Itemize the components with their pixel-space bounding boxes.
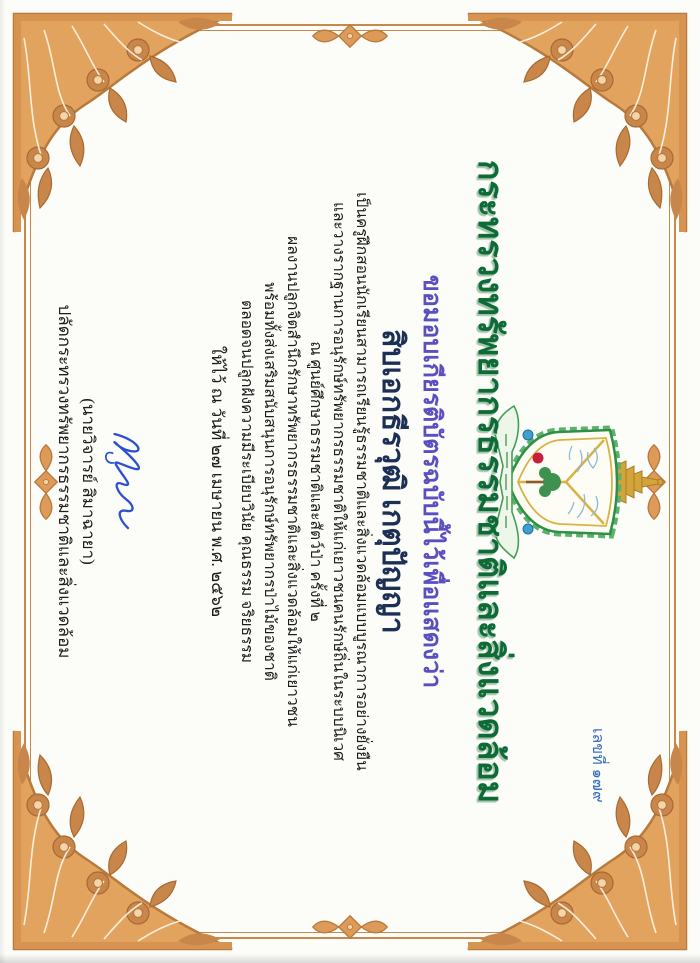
body-line: ตลอดจนปลูกฝังความมีระเบียบวินัย คุณธรรม จริยธรรม — [238, 300, 255, 663]
body-line: ณ ศูนย์ศึกษาธรรมชาติและสัตว์ป่า ครั้งที่ ๒ — [307, 341, 324, 622]
scan-shadow-left — [0, 0, 6, 963]
signer-title: ปลัดกระทรวงทรัพยากรธรรมชาติและสิ่งแวดล้อม — [55, 304, 74, 659]
signer-name: (นายวิจารย์ สิมาฉายา) — [79, 398, 98, 565]
certificate-number: เลขที่ ๑๗๙ — [589, 728, 606, 803]
body-line: และวางรากฐานการอนุรักษ์ทรัพยากรธรรมชาติให้แก่เยาวชนคนรักษ์ถิ่นในระบบนิเวศ — [330, 201, 347, 762]
ministry-header: กระทรวงทรัพยากรธรรมชาติและสิ่งแวดล้อม — [471, 159, 508, 804]
scan-shadow-bottom — [0, 954, 700, 963]
certificate-body — [235, 45, 373, 918]
signature-ink — [103, 424, 151, 540]
body-line: เป็นครูฝึกสอนนักเรียนสามารถเรียนรู้ธรรมชาติและสิ่งแวดล้อมแบบบูรณาการอย่างยั่งยืน — [353, 192, 370, 771]
body-line: พร้อมทั้งส่งเสริมสนับสนุนการอนุรักษ์ทรัพยากรป่าไม้ของชาติ — [261, 282, 278, 681]
recipient-name: สิบเอกธีรวุฒิ เกตุปัญญา — [376, 329, 409, 634]
date-line: ให้ไว้ ณ วันที่ ๒๗ เมษายน พ.ศ. ๒๕๖๒ — [208, 345, 227, 618]
award-statement: ขอมอบเกียรติบัตรฉบับนี้ไว้เพื่อแสดงว่า — [418, 274, 445, 689]
body-line: ผลงานปลูกจิตสำนึกรักษาทรัพยากรธรรมชาติและสิ่งแวดล้อมให้แก่เยาวชน — [284, 236, 301, 727]
